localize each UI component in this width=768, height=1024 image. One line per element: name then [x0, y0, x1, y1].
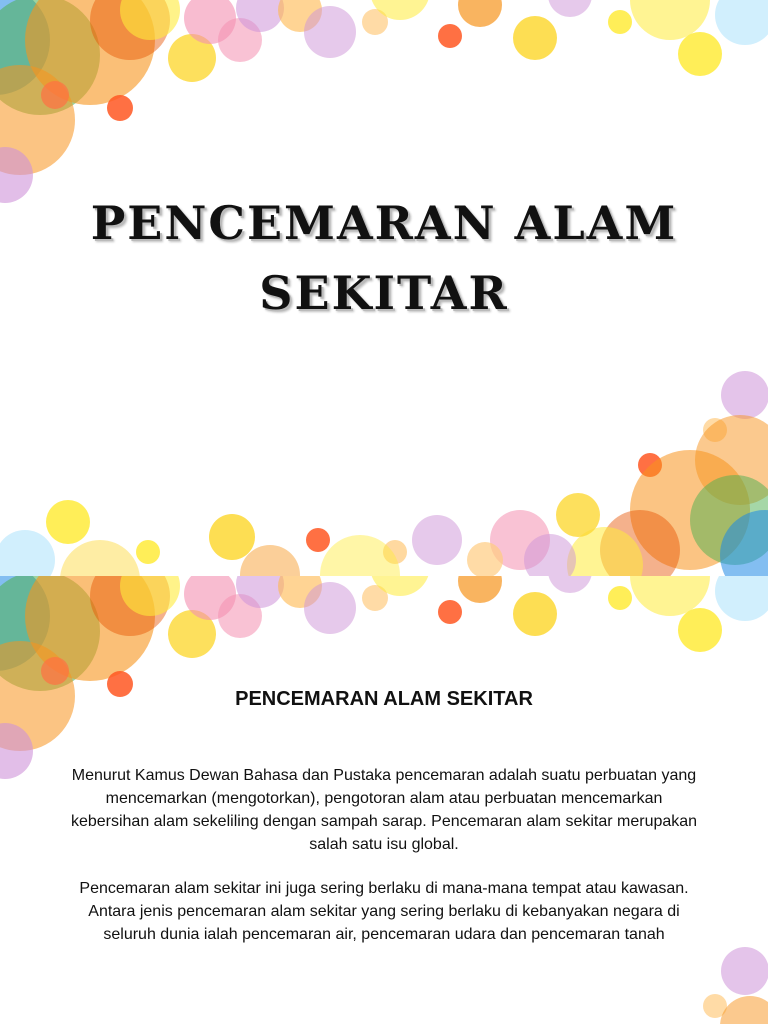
content-slide: [0, 576, 768, 1024]
content-body: [70, 764, 698, 967]
paragraph-definition: Menurut Kamus Dewan Bahasa dan Pustaka pencemaran adalah suatu perbuatan yang mencemarkan (mengotorkan), pengotoran alam atau perbuatan mencemarkan kebersihan alam sekeliling dengan sampah sarap. Pencemaran alam sekitar merupakan salah satu isu global.: [70, 767, 698, 853]
slide-title: PENCEMARAN ALAM SEKITAR: [90, 196, 678, 320]
content-title: PENCEMARAN ALAM SEKITAR: [235, 688, 533, 710]
paragraph-types: Pencemaran alam sekitar ini juga sering berlaku di mana-mana tempat atau kawasan. Antara jenis pencemaran alam sekitar yang sering berlaku di kebanyakan negara di seluruh dunia ialah pencemaran air, pencemaran udara dan pencemaran tanah: [79, 880, 689, 943]
